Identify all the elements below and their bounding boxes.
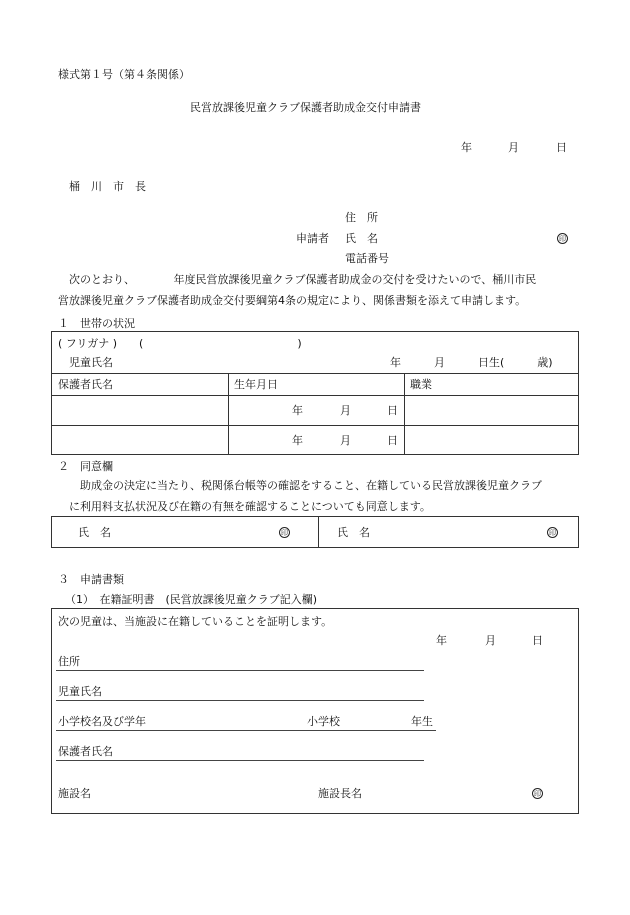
cert-address-line (56, 670, 424, 671)
seal-icon: 印 (549, 529, 556, 537)
table-divider (228, 373, 229, 455)
form-number: 様式第１号（第４条関係） (58, 68, 190, 81)
section-2-heading: ２ 同意欄 (58, 460, 113, 473)
intro-line-1: 次のとおり、 年度民営放課後児童クラブ保護者助成金の交付を受けたいので、桶川市民 (58, 273, 537, 286)
consent-table (51, 516, 579, 548)
section-3-subheading: （1） 在籍証明書 (民営放課後児童クラブ記入欄) (65, 593, 318, 606)
section-3-heading: ３ 申請書類 (58, 573, 124, 586)
header-date-year: 年 (461, 141, 472, 154)
seal-icon: 印 (281, 529, 288, 537)
applicant-phone-label: 電話番号 (345, 252, 389, 265)
consent-text-1: 助成金の決定に当たり、税関係台帳等の確認をすること、在籍している民営放課後児童クラブ (69, 479, 542, 492)
addressee: 桶 川 市 長 (69, 180, 146, 193)
cert-address-label: 住所 (58, 655, 80, 668)
consent-name-label-2: 氏 名 (337, 526, 370, 539)
cert-guardian-line (56, 760, 424, 761)
birthdate-header: 生年月日 (234, 378, 278, 391)
seal-icon: 印 (534, 790, 541, 798)
certificate-text: 次の児童は、当施設に在籍していることを証明します。 (58, 615, 333, 628)
birth-date-label: 年 月 日生( 歳) (390, 356, 553, 369)
row2-month: 月 (340, 434, 351, 447)
cert-child-name-line (56, 700, 424, 701)
seal-icon: 印 (559, 235, 566, 243)
consent-text-2: に利用料支払状況及び在籍の有無を確認することについても同意します。 (69, 500, 431, 513)
cert-director-label: 施設長名 (318, 787, 362, 800)
enrollment-certificate-box (51, 608, 579, 814)
cert-date-month: 月 (485, 634, 496, 647)
row2-day: 日 (387, 434, 398, 447)
cert-grade-suffix: 年生 (411, 715, 433, 728)
cert-child-name-label: 児童氏名 (58, 685, 102, 698)
cert-school-label: 小学校名及び学年 (58, 715, 146, 728)
table-divider (404, 373, 405, 455)
section-1-heading: １ 世帯の状況 (58, 317, 135, 330)
table-divider (51, 395, 579, 396)
child-name-label: 児童氏名 (69, 356, 113, 369)
cert-date-day: 日 (532, 634, 543, 647)
cert-facility-label: 施設名 (58, 787, 91, 800)
header-date-day: 日 (556, 141, 567, 154)
cert-guardian-label: 保護者氏名 (58, 745, 113, 758)
row2-year: 年 (292, 434, 303, 447)
cert-date-year: 年 (436, 634, 447, 647)
intro-line-2: 営放課後児童クラブ保護者助成金交付要綱第4条の規定により、関係書類を添えて申請します。 (58, 294, 527, 307)
cert-school-suffix: 小学校 (307, 715, 340, 728)
guardian-name-header: 保護者氏名 (58, 378, 113, 391)
consent-name-label-1: 氏 名 (78, 526, 111, 539)
row1-day: 日 (387, 404, 398, 417)
table-divider (51, 425, 579, 426)
furigana-label: ( フリガナ ) ( ) (58, 337, 302, 350)
cert-school-line (56, 730, 436, 731)
row1-month: 月 (340, 404, 351, 417)
form-title: 民営放課後児童クラブ保護者助成金交付申請書 (190, 101, 421, 114)
table-divider (51, 373, 579, 374)
applicant-address-label: 住 所 (345, 211, 378, 224)
occupation-header: 職業 (410, 378, 432, 391)
table-divider (318, 516, 319, 548)
header-date-month: 月 (508, 141, 519, 154)
applicant-name-label: 氏 名 (345, 232, 378, 245)
row1-year: 年 (292, 404, 303, 417)
applicant-label: 申請者 (296, 232, 329, 245)
